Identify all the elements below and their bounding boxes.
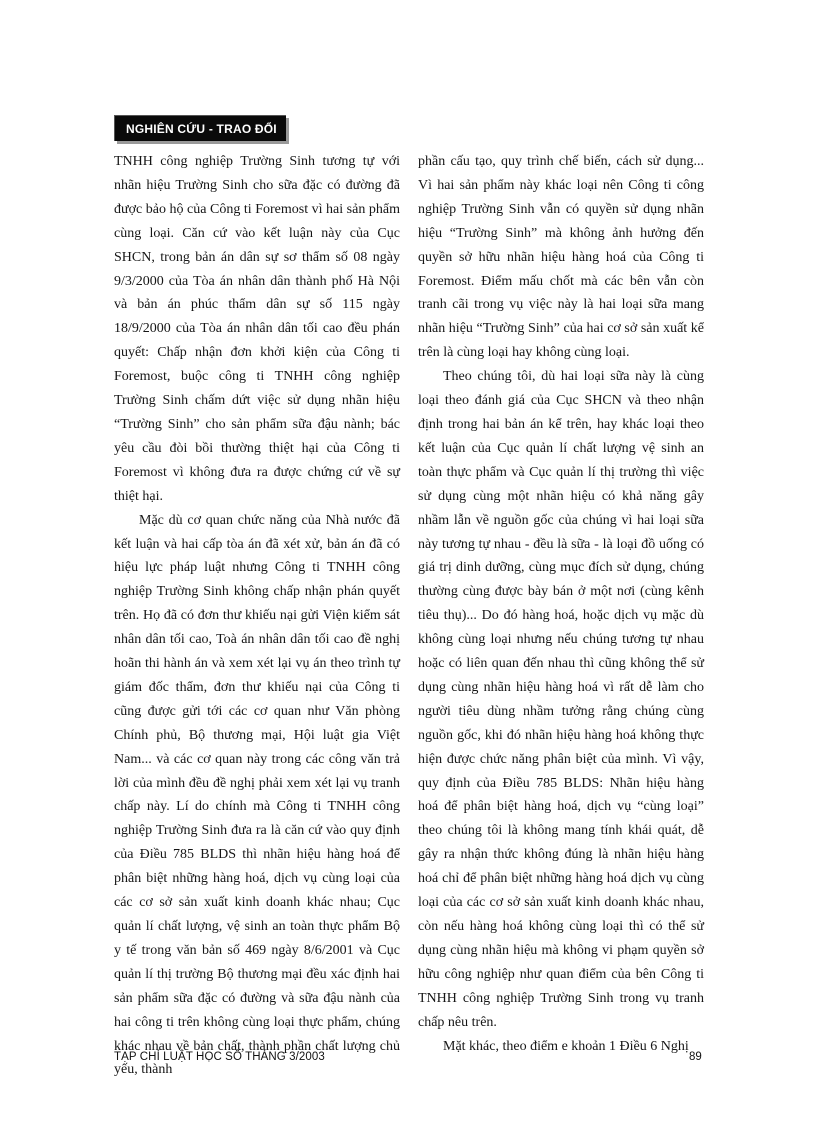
right-column: [418, 150, 704, 1058]
section-label: NGHIÊN CỨU - TRAO ĐỔI: [126, 122, 277, 136]
paragraph: TNHH công nghiệp Trường Sinh tương tự với nhãn hiệu Trường Sinh cho sữa đặc có đường đã được bảo hộ của Công ti Foremost vì hai sản phẩm cùng loại. Căn cứ vào kết luận này của Cục SHCN, trong bản án dân sự sơ thẩm số 08 ngày 9/3/2000 của Tòa án nhân dân thành phố Hà Nội và bản án phúc thẩm dân sự số 115 ngày 18/9/2000 của Tòa án nhân dân tối cao đều phán quyết: Chấp nhận đơn khởi kiện của Công ti Foremost, buộc công ti TNHH công nghiệp Trường Sinh chấm dứt việc sử dụng nhãn hiệu “Trường Sinh” cho sản phẩm sữa đậu nành; bác yêu cầu đòi bồi thường thiệt hại của Công ti Foremost vì không đưa ra được chứng cứ về sự thiệt hại.: [114, 154, 400, 504]
left-column: [114, 150, 400, 1082]
paragraph: Mặt khác, theo điểm e khoản 1 Điều 6 Nghị: [443, 1038, 689, 1054]
paragraph: Mặc dù cơ quan chức năng của Nhà nước đã kết luận và hai cấp tòa án đã xét xử, bản án đã có hiệu lực pháp luật nhưng Công ti TNHH công nghiệp Trường Sinh không chấp nhận phán quyết trên. Họ đã có đơn thư khiếu nại gửi Viện kiểm sát nhân dân tối cao, Toà án nhân dân tối cao đề nghị hoãn thi hành án và xem xét lại vụ án theo trình tự giám đốc thẩm, đơn thư khiếu nại của Công ti cũng được gửi tới các cơ quan như Văn phòng Chính phủ, Bộ thương mại, Hội luật gia Việt Nam... và các cơ quan này trong các công văn trả lời của mình đều đề nghị phải xem xét lại vụ tranh chấp này. Lí do chính mà Công ti TNHH công nghiệp Trường Sinh đưa ra là căn cứ vào quy định của Điều 785 BLDS thì nhãn hiệu hàng hoá để phân biệt những hàng hoá, dịch vụ cùng loại của các cơ sở sản xuất kinh doanh khác nhau; Cục quản lí chất lượng, vệ sinh an toàn thực phẩm Bộ y tế trong văn bản số 469 ngày 8/6/2001 và Cục quản lí thị trường Bộ thương mại đều xác định hai sản phẩm sữa đặc có đường và sữa đậu nành của hai công ti trên không cùng loại thực phẩm, chúng khác nhau về bản chất, thành phần chất lượng chủ yếu, thành: [114, 512, 400, 1078]
paragraph: phần cấu tạo, quy trình chế biến, cách sử dụng... Vì hai sản phẩm này khác loại nên Công ti công nghiệp Trường Sinh vẫn có quyền sử dụng nhãn hiệu “Trường Sinh” mà không ảnh hưởng đến quyền sở hữu nhãn hiệu hàng hoá của Công ti Foremost. Điểm mấu chốt mà các bên vẫn còn tranh cãi trong vụ việc này là hai loại sữa mang nhãn hiệu “Trường Sinh” của hai cơ sở sản xuất kể trên là cùng loại hay không cùng loại.: [418, 154, 704, 361]
section-label-box: [114, 115, 286, 141]
page-number: 89: [689, 1051, 702, 1063]
paragraph: Theo chúng tôi, dù hai loại sữa này là cùng loại theo đánh giá của Cục SHCN và theo nhận định trong hai bản án kể trên, hay khác loại theo kết luận của Cục quản lí chất lượng vệ sinh an toàn thực phẩm và Cục quản lí thị trường thì việc sử dụng cùng một nhãn hiệu có khả năng gây nhầm lẫn về nguồn gốc của chúng vì hai loại sữa này tương tự nhau - đều là sữa - là loại đồ uống có giá trị dinh dưỡng, cùng mục đích sử dụng, chúng thường cùng được bày bán ở một nơi (cùng kênh tiêu thụ)... Do đó hàng hoá, hoặc dịch vụ mặc dù không cùng loại nhưng nếu chúng tương tự nhau hoặc có liên quan đến nhau thì cũng không thể sử dụng cùng nhãn hiệu hàng hoá vì rất dễ làm cho người tiêu dùng nhầm tưởng rằng chúng cùng nguồn gốc, khi đó nhãn hiệu hàng hoá không thực hiện được chức năng phân biệt của mình. Vì vậy, quy định của Điều 785 BLDS: Nhãn hiệu hàng hoá để phân biệt hàng hoá, dịch vụ “cùng loại” theo chúng tôi là không mang tính khái quát, dễ gây ra nhận thức không đúng là nhãn hiệu hàng hoá chỉ để phân biệt những hàng hoá dịch vụ cùng loại của các cơ sở sản xuất kinh doanh khác nhau, còn nếu hàng hoá không cùng loại thì có thể sử dụng cùng nhãn hiệu mà không vi phạm quyền sở hữu công nghiệp như quan điểm của bên Công ti TNHH công nghiệp Trường Sinh trong vụ tranh chấp nêu trên.: [418, 369, 704, 1030]
footer-journal-title: TẠP CHÍ LUẬT HỌC SỐ THÁNG 3/2003: [114, 1051, 325, 1063]
